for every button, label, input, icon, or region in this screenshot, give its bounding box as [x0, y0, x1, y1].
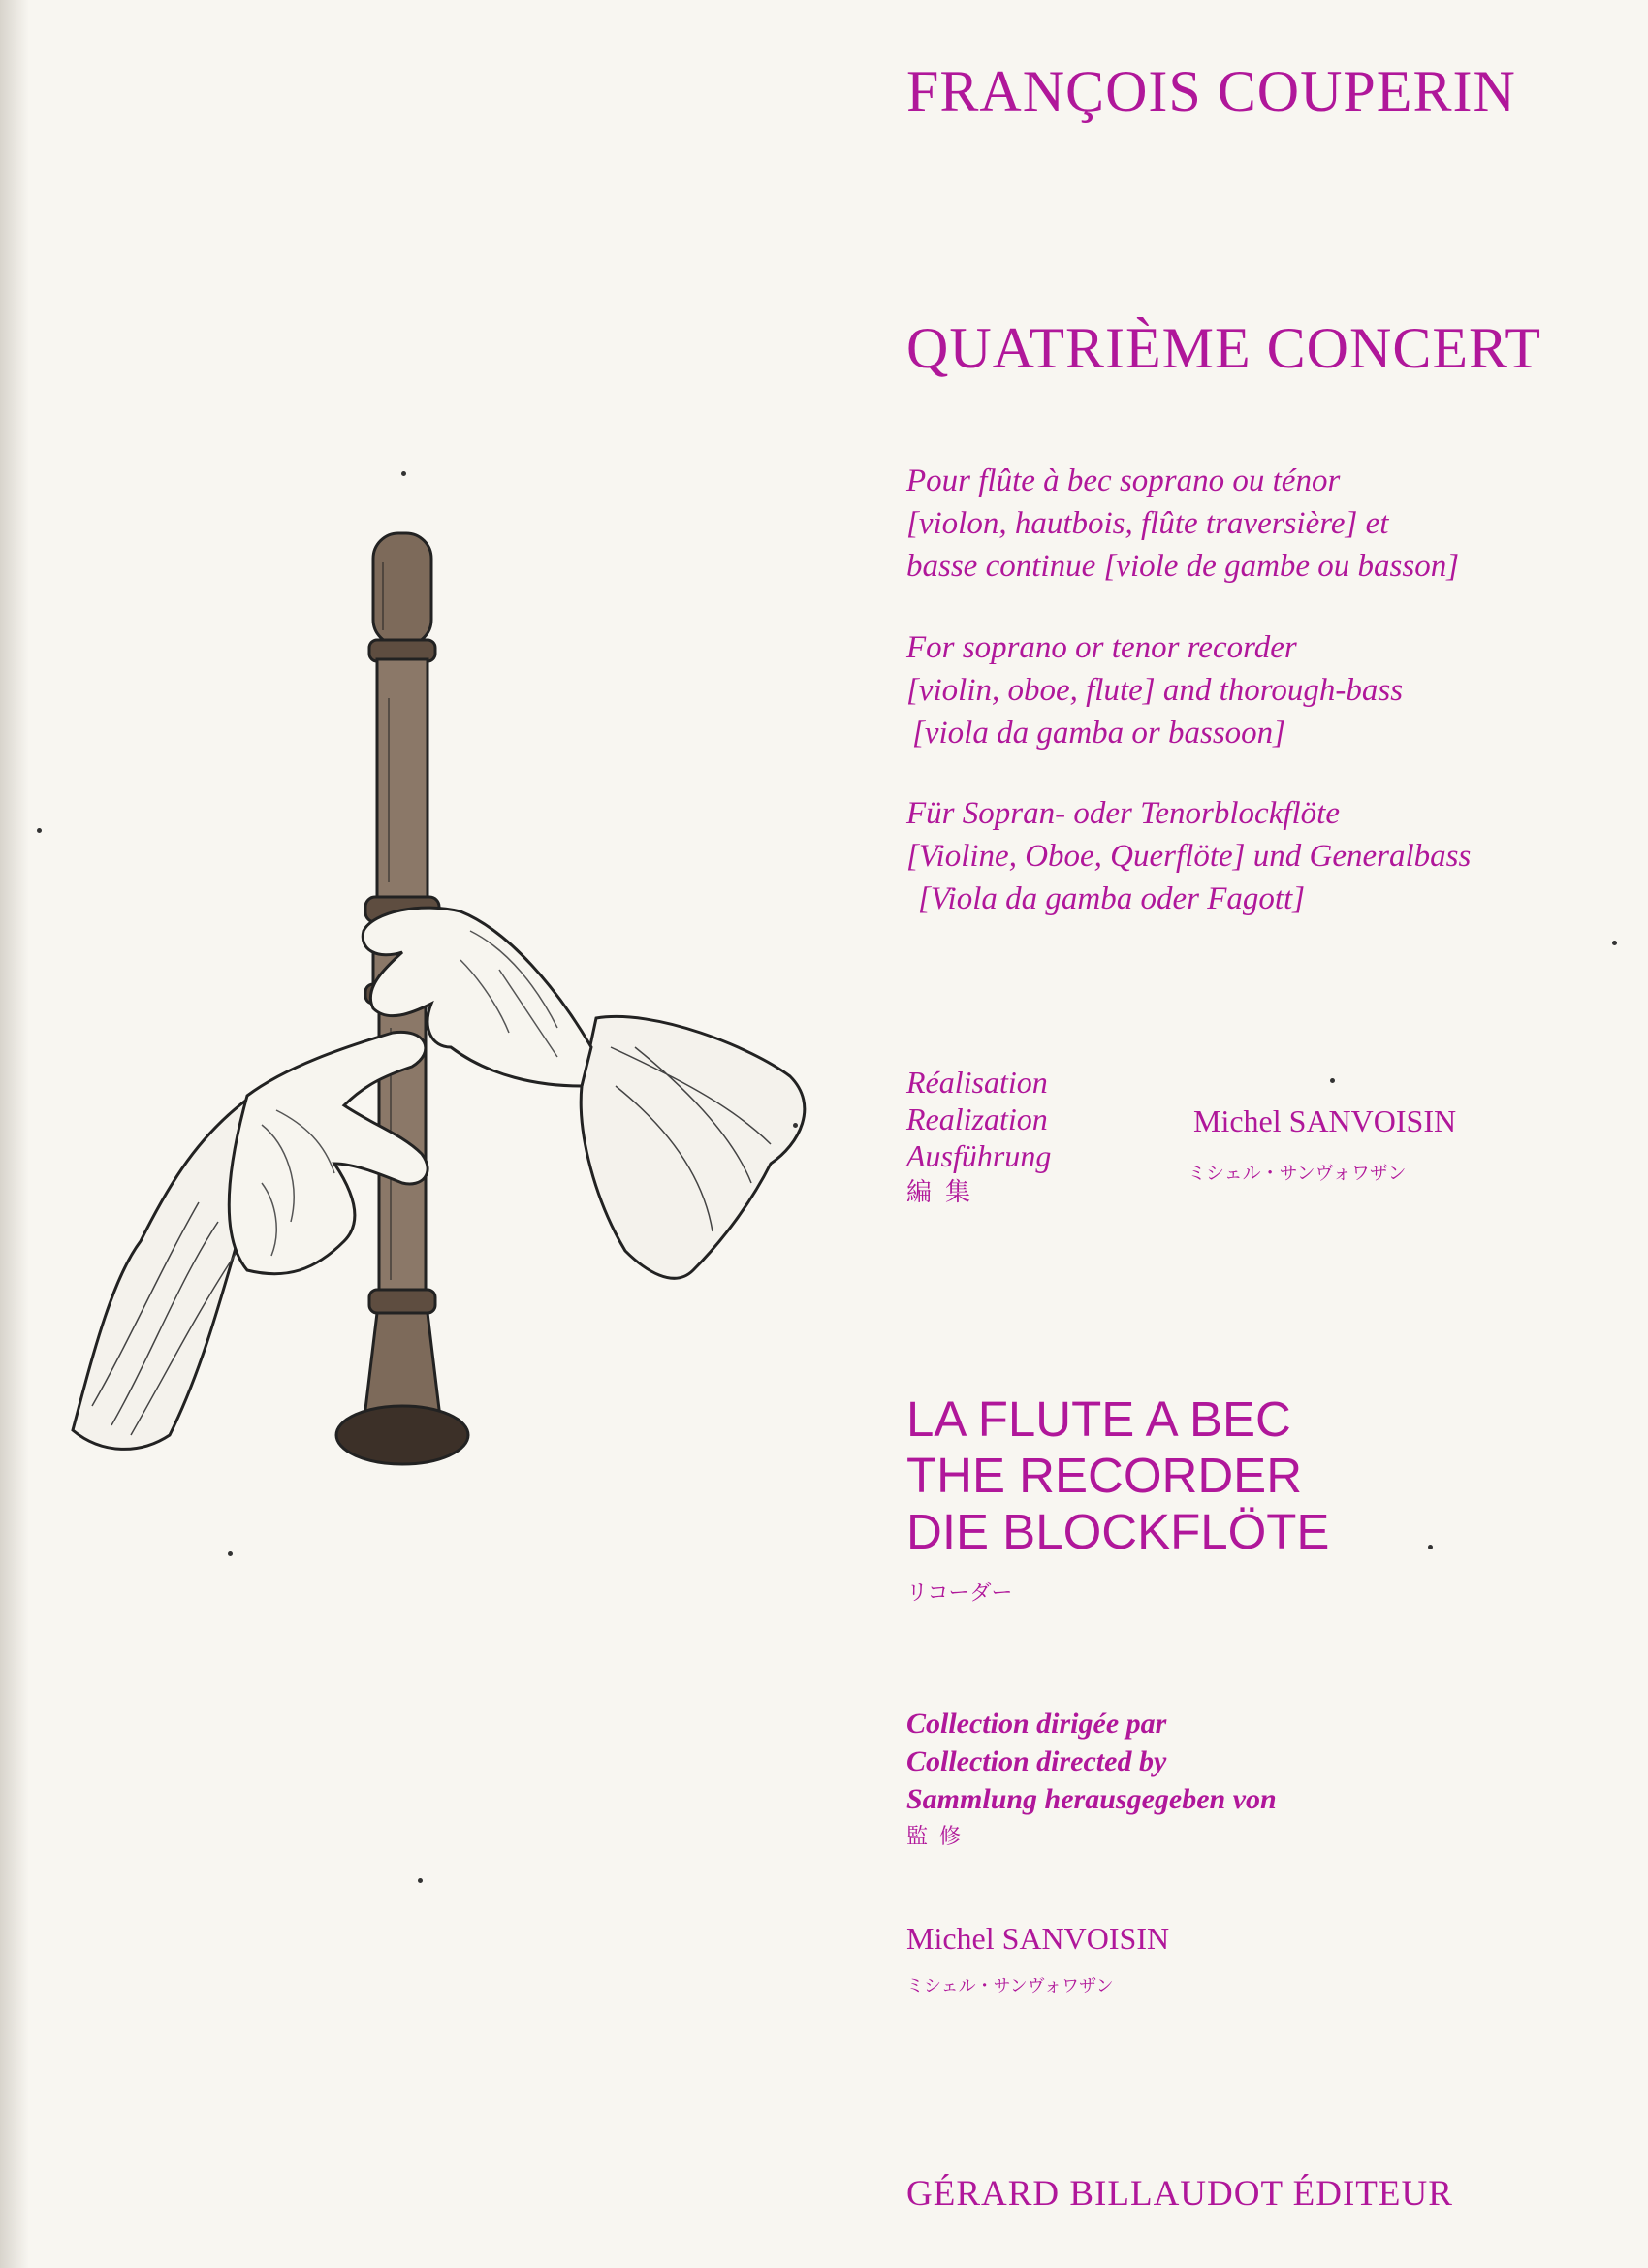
left-sleeve	[73, 1096, 255, 1449]
print-speck	[418, 1878, 423, 1883]
composer-name: FRANÇOIS COUPERIN	[906, 59, 1516, 123]
print-speck	[401, 471, 406, 476]
instrumentation-line: For soprano or tenor recorder	[906, 630, 1297, 665]
recorder-hands-illustration	[53, 504, 829, 1503]
collection-editor-name: Michel SANVOISIN	[906, 1921, 1170, 1956]
role-label: Réalisation	[906, 1065, 1048, 1100]
realization-roles	[906, 1064, 1051, 1211]
realization-name-japanese: ミシェル・サンヴォワザン	[1188, 1163, 1407, 1184]
instrumentation-line: basse continue [viole de gambe ou basson]	[906, 549, 1460, 584]
print-speck	[793, 1123, 798, 1128]
role-label: Collection directed by	[906, 1745, 1167, 1777]
role-label: Collection dirigée par	[906, 1708, 1167, 1740]
role-label-japanese: 編集	[906, 1178, 985, 1207]
publisher-name: GÉRARD BILLAUDOT ÉDITEUR	[906, 2174, 1453, 2214]
print-speck	[1428, 1545, 1433, 1549]
role-label: Realization	[906, 1102, 1048, 1136]
page-edge-shadow	[0, 0, 29, 2268]
series-line: THE RECORDER	[906, 1448, 1303, 1503]
instrumentation-line: [Viola da gamba oder Fagott]	[918, 881, 1306, 916]
work-title: QUATRIÈME CONCERT	[906, 316, 1542, 380]
role-label: Ausführung	[906, 1138, 1052, 1173]
role-label-japanese: 監修	[906, 1825, 973, 1849]
print-speck	[228, 1551, 233, 1556]
series-line: LA FLUTE A BEC	[906, 1391, 1291, 1447]
role-label: Sammlung herausgegeben von	[906, 1783, 1277, 1815]
print-speck	[1612, 941, 1617, 945]
realization-name: Michel SANVOISIN	[1193, 1103, 1457, 1138]
instrumentation-line: [Violine, Oboe, Querflöte] und Generalbass	[906, 839, 1472, 874]
instrumentation-line: [violon, hautbois, flûte traversière] et	[906, 506, 1389, 541]
right-sleeve	[581, 1016, 805, 1278]
print-speck	[37, 828, 42, 833]
instrumentation-line: [violin, oboe, flute] and thorough-bass	[906, 673, 1404, 708]
instrumentation-english	[906, 626, 1403, 754]
instrumentation-line: Pour flûte à bec soprano ou ténor	[906, 463, 1341, 498]
series-title	[906, 1391, 1329, 1560]
instrumentation-french	[906, 460, 1459, 588]
instrumentation-line: Für Sopran- oder Tenorblockflöte	[906, 796, 1340, 831]
series-line: DIE BLOCKFLÖTE	[906, 1504, 1330, 1559]
print-speck	[1330, 1078, 1335, 1083]
instrumentation-german	[906, 792, 1471, 920]
series-title-japanese: リコーダー	[906, 1581, 1013, 1606]
collection-roles	[906, 1705, 1277, 1856]
collection-editor-name-japanese: ミシェル・サンヴォワザン	[906, 1976, 1114, 1996]
instrumentation-line: [viola da gamba or bassoon]	[912, 716, 1286, 751]
